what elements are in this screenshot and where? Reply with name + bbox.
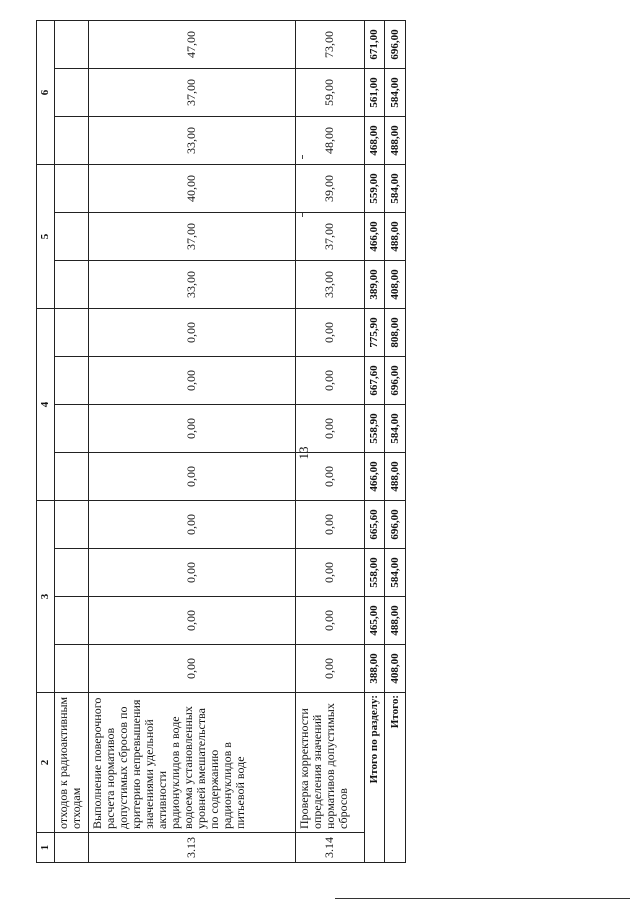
section-total-label: Итого по разделу:: [364, 693, 385, 863]
table-row: [88, 21, 295, 863]
value-cell: 0,00: [295, 645, 364, 693]
value-cell: 39,00: [295, 165, 364, 213]
row-name: Выполнение поверочного расчета нормативов допустимых сбросов по критерию непревышения значениями удельной активности радионуклидов в воде водоема установленных уровней вмешательства по содержанию радионуклидов в питьевой воде: [88, 693, 295, 833]
value-cell: 59,00: [295, 69, 364, 117]
total-cell: 696,00: [385, 501, 406, 549]
value-cell: 0,00: [295, 453, 364, 501]
total-cell: 667,60: [364, 357, 385, 405]
value-cell: 0,00: [295, 597, 364, 645]
value-cell: 0,00: [88, 309, 295, 357]
total-cell: 671,00: [364, 21, 385, 69]
total-cell: 559,00: [364, 165, 385, 213]
table-cell: [54, 165, 88, 213]
value-cell: 0,00: [88, 597, 295, 645]
value-cell: 0,00: [88, 501, 295, 549]
table-cell: [54, 69, 88, 117]
header-col-6: 6: [37, 21, 55, 165]
total-cell: 561,00: [364, 69, 385, 117]
total-cell: 488,00: [385, 453, 406, 501]
header-col-4: 4: [37, 309, 55, 501]
header-row: [37, 21, 55, 863]
cost-table: [36, 20, 406, 863]
value-cell: 37,00: [295, 213, 364, 261]
value-cell: 40,00: [88, 165, 295, 213]
value-cell: 0,00: [295, 549, 364, 597]
total-cell: 388,00: [364, 645, 385, 693]
value-cell: 0,00: [88, 645, 295, 693]
total-cell: 696,00: [385, 357, 406, 405]
table-cell: [54, 597, 88, 645]
total-cell: 584,00: [385, 69, 406, 117]
total-cell: 408,00: [385, 261, 406, 309]
row-number: 3.14: [295, 833, 364, 863]
continued-row: [54, 21, 88, 863]
total-cell: 696,00: [385, 21, 406, 69]
value-cell: 37,00: [88, 69, 295, 117]
value-cell: 48,00: [295, 117, 364, 165]
table-cell: [54, 213, 88, 261]
total-cell: 466,00: [364, 213, 385, 261]
table-row: [295, 21, 364, 863]
value-cell: 33,00: [88, 261, 295, 309]
scan-mark: [302, 155, 303, 159]
table-cell: [54, 357, 88, 405]
total-cell: 584,00: [385, 405, 406, 453]
value-cell: 47,00: [88, 21, 295, 69]
total-cell: 775,90: [364, 309, 385, 357]
footer-rule: [335, 898, 630, 899]
table-cell: [54, 833, 88, 863]
total-cell: 808,00: [385, 309, 406, 357]
total-cell: 488,00: [385, 213, 406, 261]
header-col-2: 2: [37, 693, 55, 833]
grand-total-row: [385, 21, 406, 863]
value-cell: 0,00: [88, 357, 295, 405]
total-cell: 389,00: [364, 261, 385, 309]
row-name: Проверка корректности определения значений нормативов допустимых сбросов: [295, 693, 364, 833]
value-cell: 73,00: [295, 21, 364, 69]
total-cell: 466,00: [364, 453, 385, 501]
value-cell: 0,00: [88, 405, 295, 453]
total-cell: 584,00: [385, 549, 406, 597]
row-number: 3.13: [88, 833, 295, 863]
value-cell: 0,00: [88, 549, 295, 597]
total-cell: 584,00: [385, 165, 406, 213]
table-cell: [54, 21, 88, 69]
table-cell: [54, 261, 88, 309]
total-cell: 488,00: [385, 597, 406, 645]
table-cell: [54, 117, 88, 165]
header-col-5: 5: [37, 165, 55, 309]
total-cell: 468,00: [364, 117, 385, 165]
value-cell: 0,00: [88, 453, 295, 501]
grand-total-label: Итого:: [385, 693, 406, 863]
value-cell: 0,00: [295, 501, 364, 549]
scan-mark: [302, 213, 303, 217]
value-cell: 37,00: [88, 213, 295, 261]
header-col-3: 3: [37, 501, 55, 693]
total-cell: 488,00: [385, 117, 406, 165]
total-cell: 558,90: [364, 405, 385, 453]
total-cell: 665,60: [364, 501, 385, 549]
value-cell: 33,00: [88, 117, 295, 165]
header-col-1: 1: [37, 833, 55, 863]
total-cell: 408,00: [385, 645, 406, 693]
table-cell: [54, 501, 88, 549]
table-cell: [54, 453, 88, 501]
table-cell: [54, 405, 88, 453]
value-cell: 33,00: [295, 261, 364, 309]
value-cell: 0,00: [295, 309, 364, 357]
continued-text: отходов к радиоактивным отходам: [54, 693, 88, 833]
table-cell: [54, 309, 88, 357]
page-number: 13: [296, 446, 311, 460]
value-cell: 0,00: [295, 405, 364, 453]
table-cell: [54, 645, 88, 693]
value-cell: 0,00: [295, 357, 364, 405]
total-cell: 465,00: [364, 597, 385, 645]
table-cell: [54, 549, 88, 597]
total-cell: 558,00: [364, 549, 385, 597]
section-total-row: [364, 21, 385, 863]
